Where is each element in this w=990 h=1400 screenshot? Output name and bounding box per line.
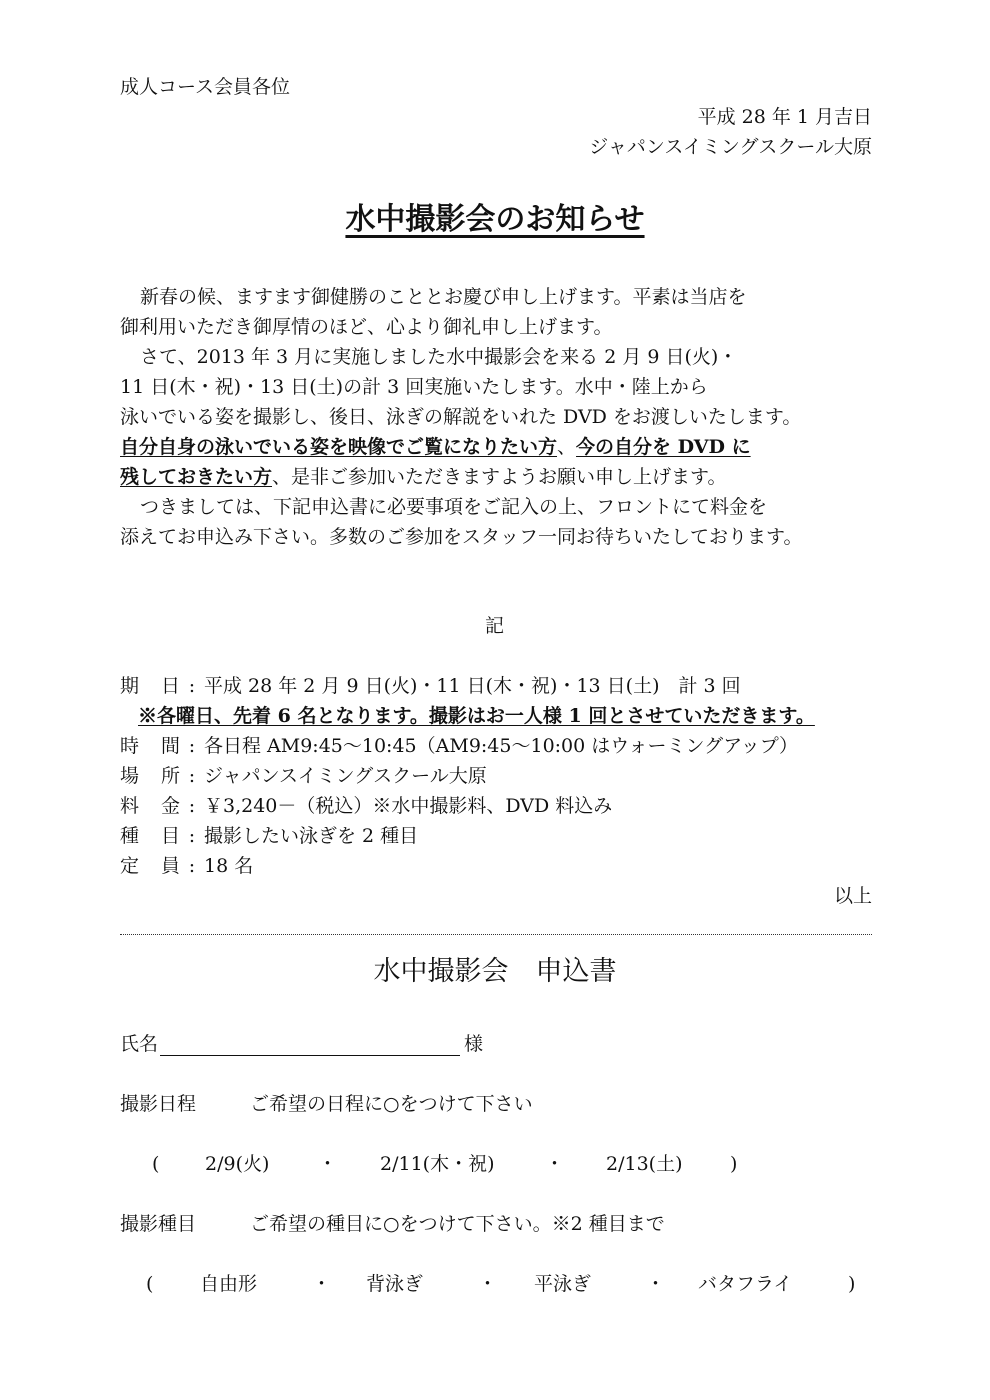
schedule-open-paren: ( [152,1153,160,1175]
body-line-5: 泳いでいる姿を撮影し、後日、泳ぎの解説をいれた DVD をお渡しいたします。 [120,406,802,428]
schedule-option-2[interactable]: 2/11(木・祝) [380,1153,495,1175]
body-line-1: 新春の候、ますます御健勝のこととお慶び申し上げます。平素は当店を [140,286,747,308]
detail-note: ※各曜日、先着 6 名となります。撮影はお一人様 1 回とさせていただきます。 [138,705,815,727]
cut-line [120,934,872,935]
emphasis-text-2: 今の自分を DVD に [576,436,751,458]
event-option-1[interactable]: 自由形 [200,1273,258,1295]
ki-heading: 記 [485,615,505,637]
schedule-option-3[interactable]: 2/13(土) [606,1153,683,1175]
colon: : [188,855,196,877]
schedule-label: 撮影日程 [120,1093,197,1115]
colon: : [188,735,196,757]
detail-date-label: 期日 [120,675,180,697]
body-line-7 [120,468,727,487]
body-line-4: 11 日(木・祝)・13 日(土)の計 3 回実施いたします。水中・陸上から [120,376,708,398]
detail-capacity [120,857,253,876]
event-instruction: ご希望の種目に○をつけて下さい。※2 種目まで [250,1213,665,1235]
comma: 、 [557,436,577,458]
detail-date [120,677,741,696]
separator-dot: ・ [318,1153,338,1175]
detail-time-label: 時間 [120,735,180,757]
name-suffix: 様 [464,1033,484,1055]
schedule-option-1[interactable]: 2/9(火) [205,1153,270,1175]
colon: : [188,765,196,787]
event-option-4[interactable]: バタフライ [698,1273,793,1295]
detail-fee-label: 料金 [120,795,180,817]
emphasis-text-3: 残しておきたい方 [120,466,273,488]
body-line-3: さて、2013 年 3 月に実施しました水中撮影会を来る 2 月 9 日(火)・ [140,346,738,368]
form-title: 水中撮影会 申込書 [373,956,617,987]
event-close-paren: ) [848,1273,856,1295]
detail-capacity-label: 定員 [120,855,180,877]
separator-dot: ・ [478,1273,498,1295]
detail-place-label: 場所 [120,765,180,787]
detail-event-value: 撮影したい泳ぎを 2 種目 [204,825,419,847]
colon: : [188,825,196,847]
schedule-instruction: ご希望の日程に○をつけて下さい [250,1093,533,1115]
detail-fee [120,797,612,816]
emphasis-text-1: 自分自身の泳いでいる姿を映像でご覧になりたい方 [120,436,558,458]
colon: : [188,675,196,697]
colon: : [188,795,196,817]
name-label: 氏名 [120,1033,159,1055]
detail-fee-value: ￥3,240－（税込）※水中撮影料、DVD 料込み [204,795,613,817]
separator-dot: ・ [545,1153,565,1175]
event-option-3[interactable]: 平泳ぎ [534,1273,592,1295]
detail-event-label: 種目 [120,825,180,847]
event-label: 撮影種目 [120,1213,197,1235]
body-line-8: つきましては、下記申込書に必要事項をご記入の上、フロントにて料金を [140,496,768,518]
sender: ジャパンスイミングスクール大原 [589,136,872,158]
detail-place [120,767,487,786]
page-title: 水中撮影会のお知らせ [345,202,645,237]
body-line-6 [120,438,751,457]
event-open-paren: ( [146,1273,154,1295]
addressee: 成人コース会員各位 [120,76,291,98]
detail-capacity-value: 18 名 [204,855,254,877]
body-line-9: 添えてお申込み下さい。多数のご参加をスタッフ一同お待ちいたしております。 [120,526,803,548]
detail-time-value: 各日程 AM9:45～10:45（AM9:45～10:00 はウォーミングアップ） [204,735,798,757]
event-option-2[interactable]: 背泳ぎ [366,1273,424,1295]
body-line-2: 御利用いただき御厚情のほど、心より御礼申し上げます。 [120,316,613,338]
schedule-close-paren: ) [730,1153,738,1175]
detail-place-value: ジャパンスイミングスクール大原 [204,765,487,787]
closing-word: 以上 [833,885,872,907]
name-input-line[interactable] [160,1055,460,1056]
detail-date-value: 平成 28 年 2 月 9 日(火)・11 日(木・祝)・13 日(土) 計 3 回 [204,675,741,697]
detail-time [120,737,798,756]
separator-dot: ・ [312,1273,332,1295]
detail-event [120,827,418,846]
separator-dot: ・ [646,1273,666,1295]
issue-date: 平成 28 年 1 月吉日 [697,106,872,128]
body-line-7-rest: 、是非ご参加いただきますようお願い申し上げます。 [272,466,727,488]
